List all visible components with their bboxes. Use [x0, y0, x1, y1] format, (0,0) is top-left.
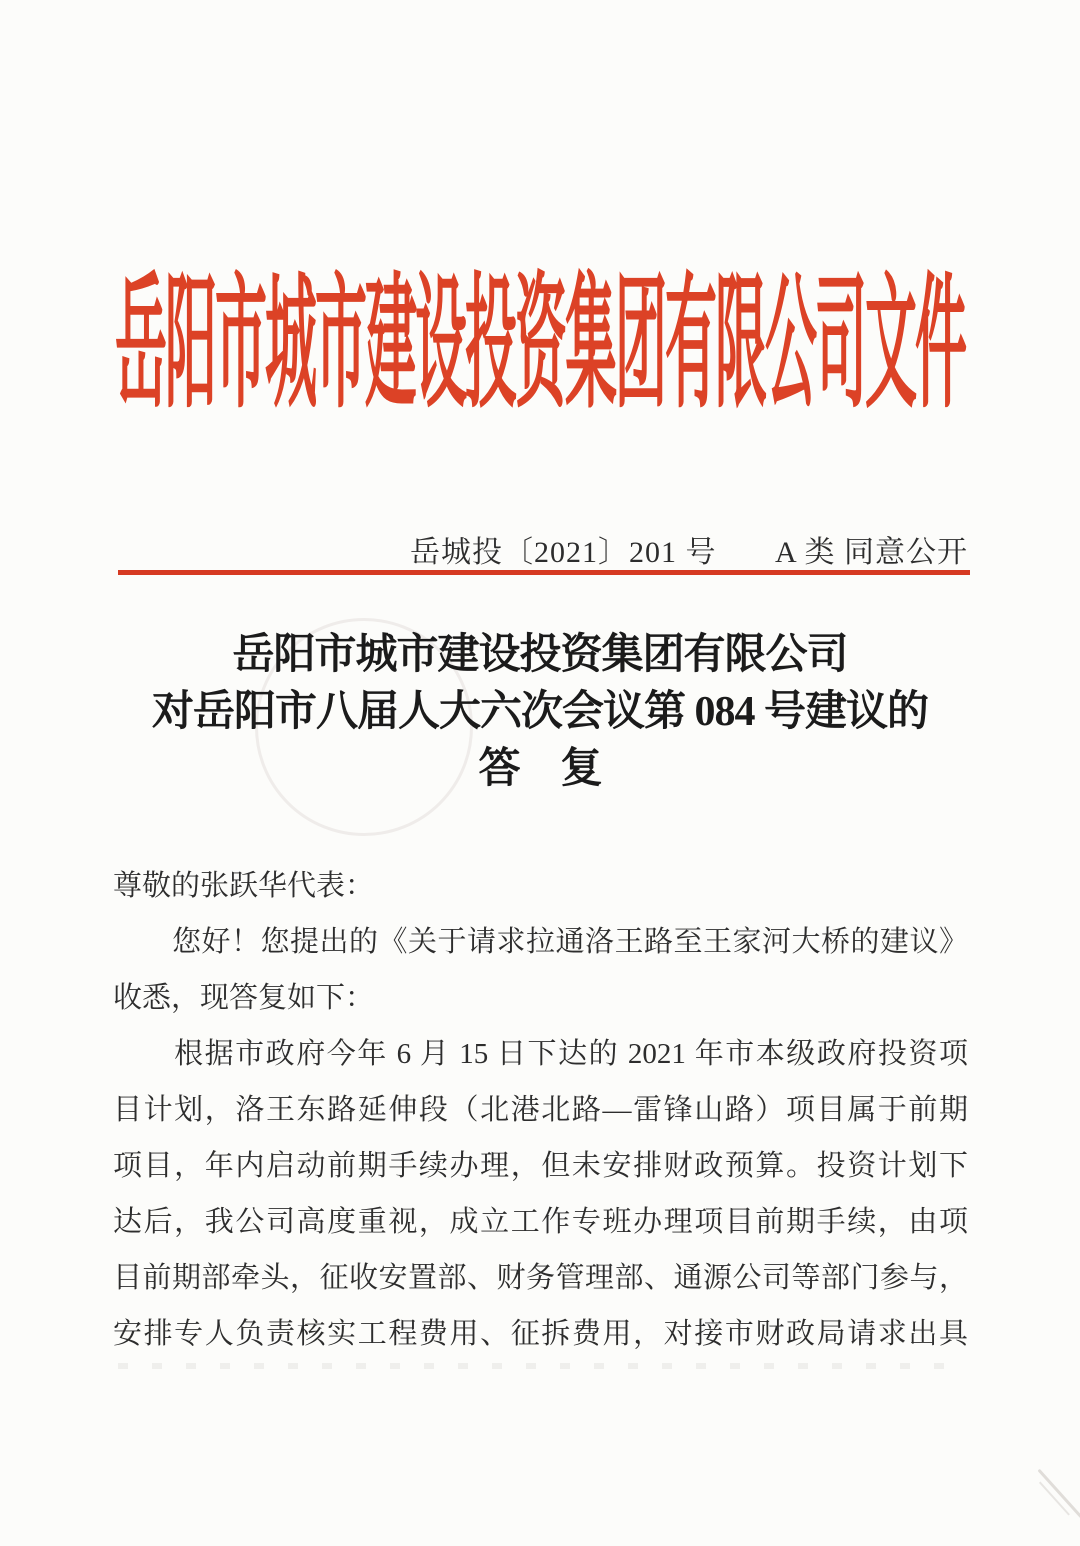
body-line: 安排专人负责核实工程费用、征拆费用，对接市财政局请求出具 [113, 1318, 968, 1350]
body-text [113, 858, 968, 1362]
body-line: 您好！您提出的《关于请求拉通洛王路至王家河大桥的建议》 [113, 926, 968, 958]
classification-disclosure: A 类 同意公开 [774, 536, 968, 569]
letterhead [0, 267, 1080, 428]
body-line: 目计划，洛王东路延伸段（北港北路—雷锋山路）项目属于前期 [113, 1094, 968, 1126]
body-line: 项目，年内启动前期手续办理，但未安排财政预算。投资计划下 [113, 1150, 968, 1182]
body-line: 根据市政府今年 6 月 15 日下达的 2021 年市本级政府投资项 [113, 1038, 968, 1070]
salutation-line: 尊敬的张跃华代表： [113, 870, 375, 902]
body-line: 目前期部牵头，征收安置部、财务管理部、通源公司等部门参与， [113, 1262, 968, 1294]
letterhead-title: 岳阳市城市建设投资集团有限公司文件 [114, 267, 965, 428]
red-separator-rule [118, 570, 970, 575]
body-line: 达后，我公司高度重视，成立工作专班办理项目前期手续，由项 [113, 1206, 968, 1238]
document-number: 岳城投〔2021〕201 号 [410, 536, 717, 569]
body-line: 收悉，现答复如下： [113, 982, 375, 1014]
document-title [0, 627, 1080, 798]
document-title-line2: 对岳阳市八届人大六次会议第 084 号建议的 [151, 689, 928, 735]
document-number-line [0, 527, 1080, 569]
scan-artifact-ghost-line [118, 1363, 963, 1369]
document-title-line3: 答 复 [478, 746, 602, 792]
scan-artifact-corner-mark [1037, 1469, 1080, 1519]
document-title-line1: 岳阳市城市建设投资集团有限公司 [232, 632, 848, 678]
